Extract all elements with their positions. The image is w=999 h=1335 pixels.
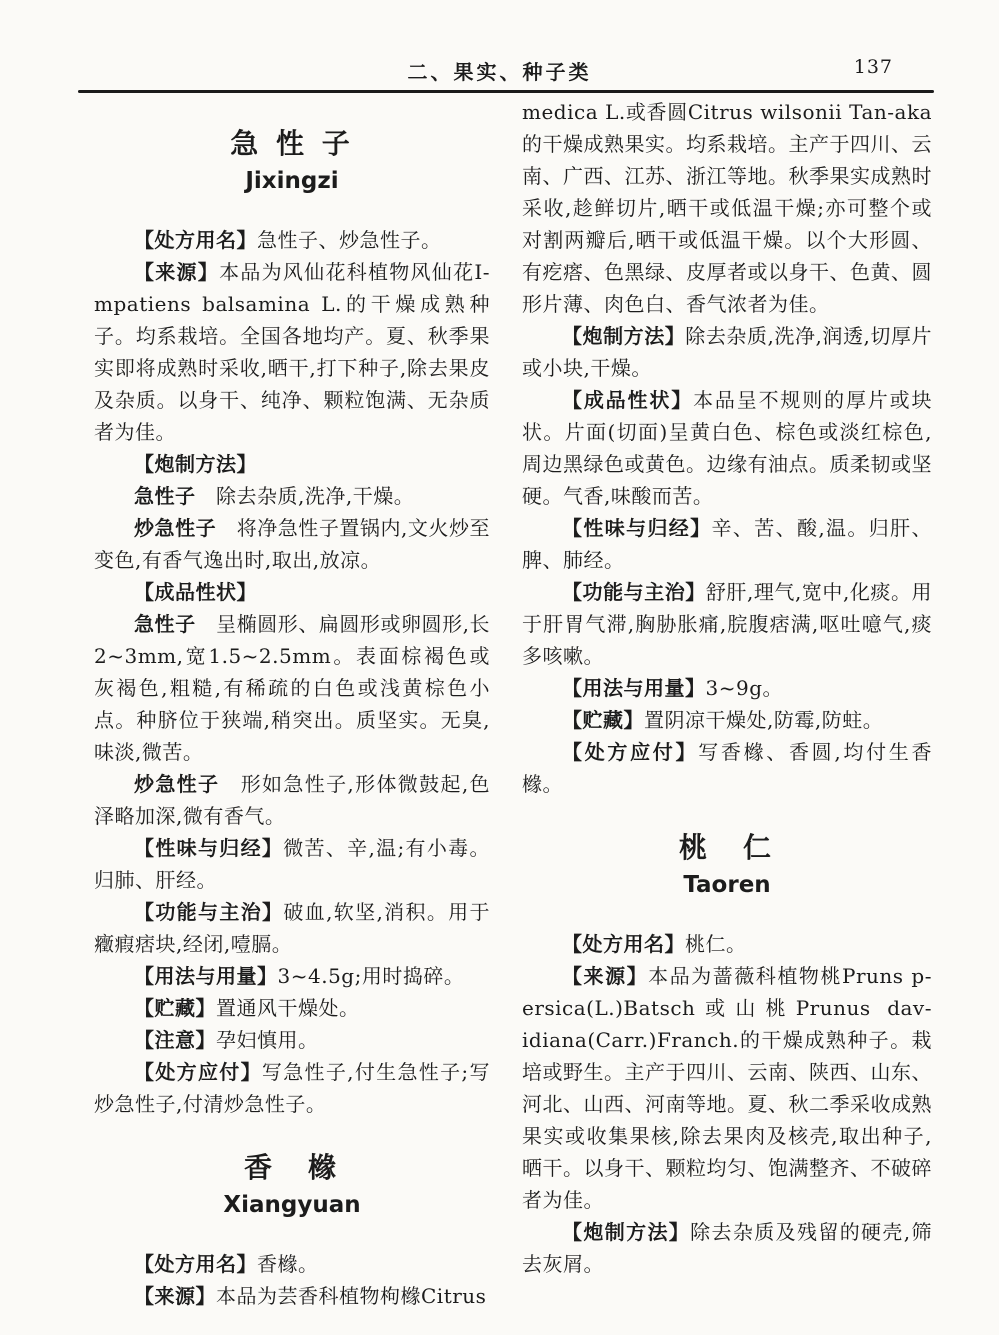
right-paragraph-12: 【炮制方法】除去杂质及残留的硬壳,筛去灰屑。 — [522, 1220, 933, 1276]
left-paragraph-12: 【用法与用量】3~4.5g;用时捣碎。 — [134, 964, 465, 988]
field-label: 【来源】 — [562, 964, 649, 988]
right-paragraph-3: 【性味与归经】辛、苦、酸,温。归肝、脾、肺经。 — [522, 516, 933, 572]
right-column — [522, 96, 932, 1280]
right-paragraph-6: 【贮藏】置阴凉干燥处,防霉,防蛀。 — [562, 708, 884, 732]
left-paragraph-9: 炒急性子 形如急性子,形体微鼓起,色泽略加深,微有香气。 — [94, 772, 491, 828]
left-entry-pinyin-1: Jixingzi — [245, 168, 339, 194]
field-label: 急性子 — [134, 484, 196, 508]
left-paragraph-14: 【注意】孕妇慎用。 — [134, 1028, 319, 1052]
left-paragraph-19: 【来源】本品为芸香科植物枸橼Citrus — [134, 1284, 487, 1308]
field-label: 【贮藏】 — [134, 996, 216, 1020]
left-paragraph-10: 【性味与归经】微苦、辛,温;有小毒。归肺、肝经。 — [94, 836, 491, 892]
left-column — [94, 96, 490, 1312]
left-entry-title-16: 香 橼 — [243, 1151, 340, 1184]
field-label: 【处方应付】 — [562, 740, 699, 764]
field-label: 【成品性状】 — [562, 388, 694, 412]
right-paragraph-11: 【来源】本品为蔷薇科植物桃Pruns p-ersica(L.)Batsch或山桃Prunus dav-idiana(Carr.)Franch.的干燥成熟种子。栽培或野生。主产于四川、云南、陕西、山东、河北、山西、河南等地。夏、秋二季采收成熟果实或收集果核,除去果肉及核壳,取出种子,晒干。以身干、颗粒均匀、饱满整齐、不破碎者为佳。 — [522, 964, 932, 1212]
field-label: 【处方用名】 — [562, 932, 685, 956]
field-label: 【成品性状】 — [134, 580, 257, 604]
right-paragraph-2: 【成品性状】本品呈不规则的厚片或块状。片面(切面)呈黄白色、棕色或淡红棕色,周边黑绿色或黄色。边缘有油点。质柔韧或坚硬。气香,味酸而苦。 — [522, 388, 932, 508]
left-entry-pinyin-17: Xiangyuan — [223, 1192, 361, 1218]
field-label: 【处方用名】 — [134, 1252, 257, 1276]
left-paragraph-13: 【贮藏】置通风干燥处。 — [134, 996, 360, 1020]
field-label: 【炮制方法】 — [562, 1220, 691, 1244]
left-paragraph-4 — [94, 448, 490, 480]
field-label: 急性子 — [134, 612, 196, 636]
right-paragraph-7: 【处方应付】写香橼、香圆,均付生香橼。 — [522, 740, 933, 796]
field-label: 炒急性子 — [134, 516, 217, 540]
right-paragraph-5: 【用法与用量】3~9g。 — [562, 676, 784, 700]
header-rule — [78, 90, 934, 93]
field-label: 【用法与用量】 — [562, 676, 706, 700]
running-head-section-title: 二、果实、种子类 — [407, 60, 592, 84]
left-paragraph-5: 急性子 除去杂质,洗净,干燥。 — [134, 484, 415, 508]
right-paragraph-10: 【处方用名】桃仁。 — [562, 932, 747, 956]
right-entry-title-8: 桃 仁 — [678, 831, 775, 864]
left-paragraph-18: 【处方用名】香橼。 — [134, 1252, 319, 1276]
left-paragraph-3: 【来源】本品为风仙花科植物风仙花I-mpatiens balsamina L.的干燥成熟种子。均系栽培。全国各地均产。夏、秋季果实即将成熟时采收,晒干,打下种子,除去果皮及杂质。以身干、纯净、颗粒饱满、无杂质者为佳。 — [94, 260, 490, 444]
left-paragraph-11: 【功能与主治】破血,软坚,消积。用于癥瘕痞块,经闭,噎膈。 — [94, 900, 491, 956]
right-entry-pinyin-9: Taoren — [683, 872, 771, 898]
right-paragraph-0: medica L.或香圆Citrus wilsonii Tan-aka的干燥成熟果实。均系栽培。主产于四川、云南、广西、江苏、浙江等地。秋季果实成熟时采收,趁鲜切片,晒干或低温干燥;亦可整个或对割两瓣后,晒干或低温干燥。以个大形圆、有疙瘩、色黑绿、皮厚者或以身干、色黄、圆形片薄、肉色白、香气浓者为佳。 — [522, 100, 932, 316]
field-label: 【贮藏】 — [562, 708, 644, 732]
left-paragraph-2: 【处方用名】急性子、炒急性子。 — [134, 228, 442, 252]
field-label: 【处方应付】 — [134, 1060, 262, 1084]
field-label: 【炮制方法】 — [134, 452, 257, 476]
field-label: 炒急性子 — [134, 772, 220, 796]
left-paragraph-8: 急性子 呈椭圆形、扁圆形或卵圆形,长2~3mm,宽1.5~2.5mm。表面棕褐色或灰褐色,粗糙,有稀疏的白色或浅黄棕色小点。种脐位于狭端,稍突出。质坚实。无臭,味淡,微苦。 — [94, 612, 491, 764]
field-label: 【来源】 — [134, 1284, 216, 1308]
left-entry-title-0: 急 性 子 — [230, 127, 354, 160]
left-paragraph-7 — [94, 576, 490, 608]
page-number: 137 — [853, 56, 893, 78]
field-label: 【炮制方法】 — [562, 324, 686, 348]
field-label: 【性味与归经】 — [562, 516, 712, 540]
field-label: 【性味与归经】 — [134, 836, 284, 860]
field-label: 【用法与用量】 — [134, 964, 278, 988]
left-paragraph-6: 炒急性子 将净急性子置锅内,文火炒至变色,有香气逸出时,取出,放凉。 — [94, 516, 491, 572]
left-paragraph-15: 【处方应付】写急性子,付生急性子;写炒急性子,付清炒急性子。 — [94, 1060, 490, 1116]
field-label: 【注意】 — [134, 1028, 216, 1052]
right-paragraph-4: 【功能与主治】舒肝,理气,宽中,化痰。用于肝胃气滞,胸胁胀痛,脘腹痞满,呕吐噫气,痰多咳嗽。 — [522, 580, 932, 668]
field-label: 【处方用名】 — [134, 228, 257, 252]
field-label: 【功能与主治】 — [562, 580, 706, 604]
field-label: 【来源】 — [134, 260, 220, 284]
field-label: 【功能与主治】 — [134, 900, 284, 924]
right-paragraph-1: 【炮制方法】除去杂质,洗净,润透,切厚片或小块,干燥。 — [522, 324, 932, 380]
